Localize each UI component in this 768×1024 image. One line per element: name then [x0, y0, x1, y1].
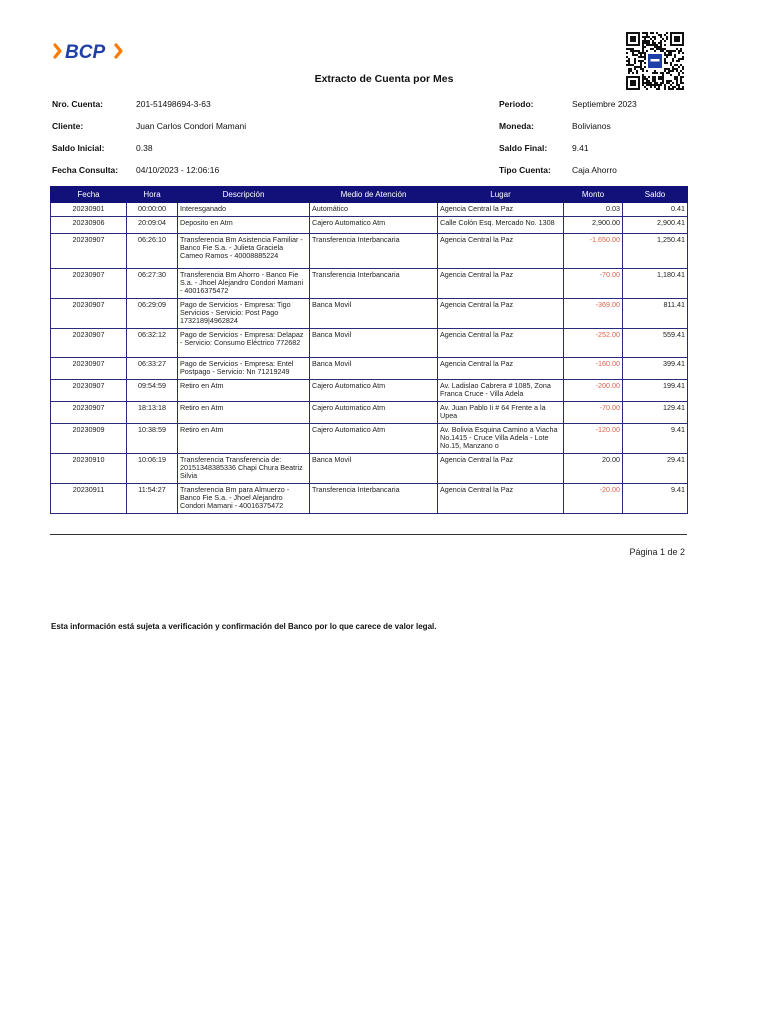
table-row [51, 454, 688, 484]
cell-medio: Transferencia Interbancaria [310, 484, 438, 514]
table-row [51, 484, 688, 514]
table-row [51, 424, 688, 454]
cell-fecha: 20230907 [51, 358, 127, 380]
cell-descripcion: Retiro en Atm [178, 402, 310, 424]
pagination: Página 1 de 2 [629, 547, 685, 557]
cell-monto: -20.00 [564, 484, 623, 514]
cell-monto: -70.00 [564, 269, 623, 299]
cell-fecha: 20230907 [51, 269, 127, 299]
cell-saldo: 199.41 [623, 380, 688, 402]
cell-saldo: 559.41 [623, 329, 688, 358]
cell-descripcion: Retiro en Atm [178, 380, 310, 402]
cell-saldo: 399.41 [623, 358, 688, 380]
cell-fecha: 20230911 [51, 484, 127, 514]
cell-medio: Cajero Automatico Atm [310, 424, 438, 454]
moneda-value: Bolivianos [572, 121, 611, 131]
cell-monto: 20.00 [564, 454, 623, 484]
table-row [51, 402, 688, 424]
cell-descripcion: Transferencia Bm para Almuerzo - Banco Fie S.a. - Jhoel Alejandro Condori Mamani - 40016375472 [178, 484, 310, 514]
table-row [51, 358, 688, 380]
saldo-inicial-value: 0.38 [136, 143, 153, 153]
cell-hora: 06:29:09 [127, 299, 178, 329]
cell-hora: 11:54:27 [127, 484, 178, 514]
cell-hora: 00:00:00 [127, 203, 178, 217]
fecha-consulta-value: 04/10/2023 - 12:06:16 [136, 165, 220, 175]
header-lugar: Lugar [438, 187, 564, 203]
saldo-final-label: Saldo Final: [499, 143, 548, 153]
cell-monto: -1,650.00 [564, 234, 623, 269]
cell-lugar: Calle Colón Esq. Mercado No. 1308 [438, 217, 564, 234]
cell-monto: -120.00 [564, 424, 623, 454]
cell-fecha: 20230901 [51, 203, 127, 217]
cell-medio: Transferencia Interbancaria [310, 234, 438, 269]
cell-lugar: Agencia Central la Paz [438, 329, 564, 358]
cell-hora: 20:09:04 [127, 217, 178, 234]
saldo-inicial-label: Saldo Inicial: [52, 143, 105, 153]
cell-saldo: 2,900.41 [623, 217, 688, 234]
cell-medio: Banca Movil [310, 299, 438, 329]
divider [50, 534, 687, 535]
cell-descripcion: Pago de Servicios - Empresa: Delapaz - Servicio: Consumo Eléctrico 772682 [178, 329, 310, 358]
cell-descripcion: Transferencia Bm Ahorro - Banco Fie S.a. - Jhoel Alejandro Condori Mamani - 40016375472 [178, 269, 310, 299]
cell-descripcion: Retiro en Atm [178, 424, 310, 454]
cell-fecha: 20230906 [51, 217, 127, 234]
table-row [51, 380, 688, 402]
table-row [51, 299, 688, 329]
cell-medio: Banca Movil [310, 454, 438, 484]
cell-saldo: 29.41 [623, 454, 688, 484]
table-row [51, 234, 688, 269]
header-saldo: Saldo [623, 187, 688, 203]
cell-monto: 2,900.00 [564, 217, 623, 234]
table-row [51, 217, 688, 234]
cell-lugar: Agencia Central la Paz [438, 358, 564, 380]
cell-fecha: 20230907 [51, 299, 127, 329]
cell-fecha: 20230907 [51, 380, 127, 402]
cell-hora: 06:27:30 [127, 269, 178, 299]
disclaimer: Esta información está sujeta a verificación y confirmación del Banco por lo que carece de valor legal. [51, 622, 437, 631]
header-hora: Hora [127, 187, 178, 203]
cell-medio: Cajero Automatico Atm [310, 217, 438, 234]
cell-saldo: 1,250.41 [623, 234, 688, 269]
cell-medio: Cajero Automatico Atm [310, 402, 438, 424]
cell-lugar: Av. Juan Pablo Ii # 64 Frente a la Upea [438, 402, 564, 424]
cell-monto: -70.00 [564, 402, 623, 424]
svg-text:BCP: BCP [65, 42, 106, 63]
header-medio: Medio de Atención [310, 187, 438, 203]
bcp-logo [52, 38, 132, 64]
cell-monto: 0.03 [564, 203, 623, 217]
nro-cuenta-label: Nro. Cuenta: [52, 99, 103, 109]
cell-fecha: 20230907 [51, 402, 127, 424]
cell-monto: -200.00 [564, 380, 623, 402]
moneda-label: Moneda: [499, 121, 534, 131]
cell-lugar: Agencia Central la Paz [438, 203, 564, 217]
cliente-label: Cliente: [52, 121, 84, 131]
cell-lugar: Agencia Central la Paz [438, 454, 564, 484]
cell-lugar: Agencia Central la Paz [438, 299, 564, 329]
cell-fecha: 20230909 [51, 424, 127, 454]
tipo-cuenta-label: Tipo Cuenta: [499, 165, 551, 175]
table-header-row [51, 187, 688, 203]
cell-hora: 06:32:12 [127, 329, 178, 358]
cell-lugar: Av. Bolivia Esquina Camino a Viacha No.1415 - Cruce Villa Adela - Lote No.15, Manzano o [438, 424, 564, 454]
cliente-value: Juan Carlos Condori Mamani [136, 121, 247, 131]
cell-saldo: 0.41 [623, 203, 688, 217]
header-fecha: Fecha [51, 187, 127, 203]
cell-descripcion: Pago de Servicios - Empresa: Entel Postpago - Servicio: Nn 71219249 [178, 358, 310, 380]
table-row [51, 329, 688, 358]
cell-hora: 10:38:59 [127, 424, 178, 454]
cell-monto: -369.00 [564, 299, 623, 329]
cell-hora: 09:54:59 [127, 380, 178, 402]
periodo-label: Periodo: [499, 99, 534, 109]
table-row [51, 203, 688, 217]
cell-hora: 06:26:10 [127, 234, 178, 269]
header-monto: Monto [564, 187, 623, 203]
cell-lugar: Agencia Central la Paz [438, 269, 564, 299]
cell-monto: -252.00 [564, 329, 623, 358]
transactions-table [50, 186, 688, 514]
cell-fecha: 20230907 [51, 329, 127, 358]
cell-descripcion: Pago de Servicios - Empresa: Tigo Servicios - Servicio: Post Pago 1732189|4962824 [178, 299, 310, 329]
cell-fecha: 20230910 [51, 454, 127, 484]
periodo-value: Septiembre 2023 [572, 99, 637, 109]
tipo-cuenta-value: Caja Ahorro [572, 165, 617, 175]
cell-medio: Banca Movil [310, 358, 438, 380]
cell-monto: -160.00 [564, 358, 623, 380]
cell-descripcion: Interesganado [178, 203, 310, 217]
cell-lugar: Agencia Central la Paz [438, 484, 564, 514]
cell-saldo: 129.41 [623, 402, 688, 424]
cell-hora: 10:06:19 [127, 454, 178, 484]
cell-hora: 18:13:18 [127, 402, 178, 424]
cell-medio: Automático [310, 203, 438, 217]
cell-descripcion: Transferencia Transferencia de: 20151348385336 Chapi Chura Beatriz Silvia [178, 454, 310, 484]
cell-saldo: 811.41 [623, 299, 688, 329]
cell-saldo: 1,180.41 [623, 269, 688, 299]
saldo-final-value: 9.41 [572, 143, 589, 153]
cell-descripcion: Deposito en Atm [178, 217, 310, 234]
page-title: Extracto de Cuenta por Mes [314, 73, 454, 85]
cell-saldo: 9.41 [623, 424, 688, 454]
cell-lugar: Av. Ladislao Cabrera # 1085, Zona Franca Cruce - Villa Adela [438, 380, 564, 402]
cell-medio: Cajero Automatico Atm [310, 380, 438, 402]
header-descripcion: Descripción [178, 187, 310, 203]
cell-medio: Banca Movil [310, 329, 438, 358]
cell-medio: Transferencia Interbancaria [310, 269, 438, 299]
cell-hora: 06:33:27 [127, 358, 178, 380]
table-row [51, 269, 688, 299]
cell-descripcion: Transferencia Bm Asistencia Familiar - Banco Fie S.a. - Julieta Graciela Cameo Ramos - 40008885224 [178, 234, 310, 269]
cell-lugar: Agencia Central la Paz [438, 234, 564, 269]
cell-fecha: 20230907 [51, 234, 127, 269]
cell-saldo: 9.41 [623, 484, 688, 514]
fecha-consulta-label: Fecha Consulta: [52, 165, 119, 175]
nro-cuenta-value: 201-51498694-3-63 [136, 99, 211, 109]
